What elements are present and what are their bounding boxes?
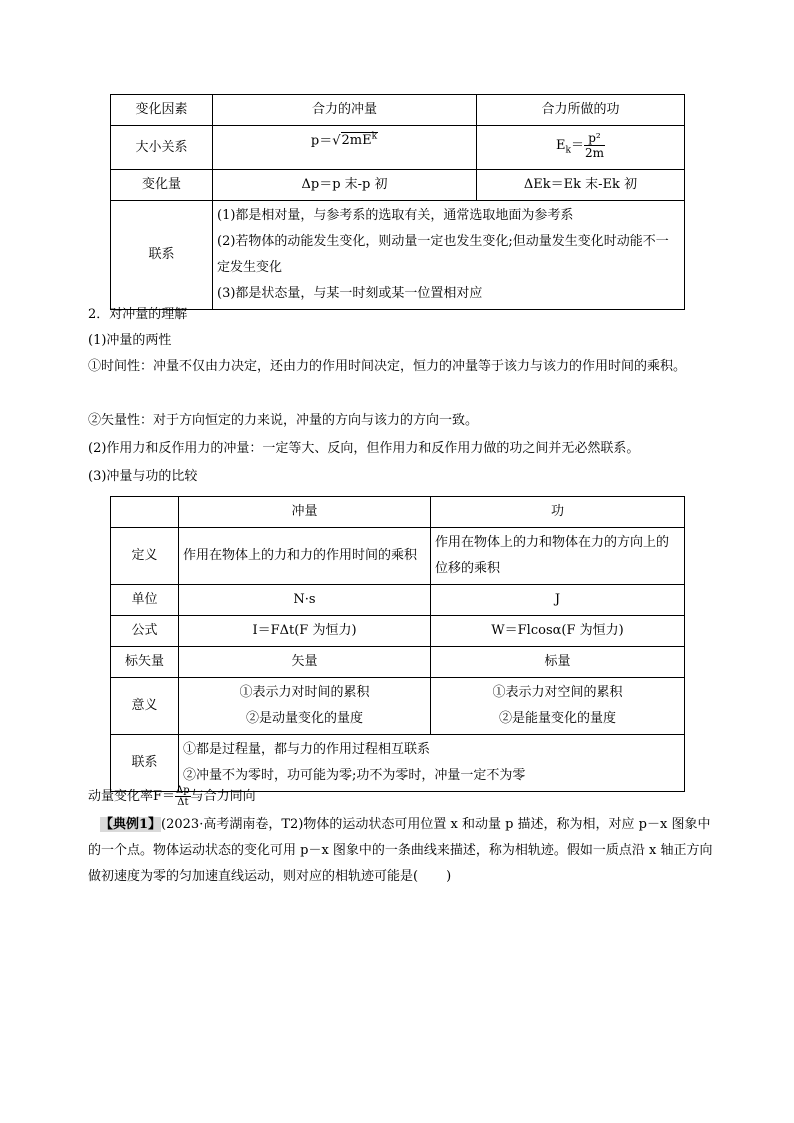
- table-row: [111, 201, 685, 310]
- row-label: 单位: [111, 585, 179, 616]
- table-row: [111, 170, 685, 201]
- impulse-cell: [179, 678, 431, 735]
- impulse-cell: N·s: [179, 585, 431, 616]
- paragraph: (2)作用力和反作用力的冲量：一定等大、反向，但作用力和反作用力做的功之间并无必然联系。: [88, 441, 640, 456]
- table-row: [111, 528, 685, 585]
- header-cell: 冲量: [179, 497, 431, 528]
- impulse-cell: I＝FΔt(F 为恒力): [179, 616, 431, 647]
- header-cell: 合力所做的功: [477, 95, 685, 126]
- table-row: [111, 126, 685, 170]
- header-cell: 合力的冲量: [213, 95, 477, 126]
- work-size-formula: [477, 126, 685, 170]
- example-tag: 【典例1】: [100, 817, 162, 832]
- meaning-line: ②是能量变化的量度: [498, 711, 616, 726]
- table-row: [111, 647, 685, 678]
- paragraph: ①时间性：冲量不仅由力决定，还由力的作用时间决定，恒力的冲量等于该力与该力的作用时间的乘积。: [88, 359, 687, 374]
- example-paragraph: [88, 812, 720, 890]
- row-label: 大小关系: [111, 126, 213, 170]
- link-line: ①都是过程量，都与力的作用过程相互联系: [183, 742, 431, 757]
- work-cell: J: [431, 585, 685, 616]
- sqrt-symbol: √: [332, 133, 341, 149]
- formula-sub: k: [565, 145, 571, 156]
- table-row: [111, 95, 685, 126]
- subheading: (1)冲量的两性: [88, 333, 172, 348]
- formula-prefix: E: [556, 138, 566, 154]
- comparison-table-impulse-work: [110, 496, 685, 792]
- formula-prefix: p＝: [310, 133, 333, 149]
- impulse-cell: 矢量: [179, 647, 431, 678]
- fraction: [584, 131, 605, 160]
- table-row: [111, 497, 685, 528]
- table-row: [111, 735, 685, 792]
- table-row: [111, 585, 685, 616]
- rate-suffix: 与合力同向: [190, 789, 256, 804]
- row-label: 公式: [111, 616, 179, 647]
- fraction-denominator: 2m: [584, 146, 604, 161]
- table-row: [111, 616, 685, 647]
- header-cell: 功: [431, 497, 685, 528]
- fraction-denominator: Δt: [177, 797, 189, 808]
- row-label: 联系: [111, 735, 179, 792]
- formula-eq: ＝: [570, 138, 584, 154]
- comparison-table-momentum-energy: [110, 94, 685, 310]
- link-cell: [179, 735, 685, 792]
- example-text: (2023·高考湖南卷，T2)物体的运动状态可用位置 x 和动量 p 描述，称为相，对应 p－x 图象中的一个点。物体运动状态的变化可用 p－x 图象中的一条曲线来描述，称为相轨迹。假如一质点沿 x 轴正方向做初速度为零的匀加速直线运动，则对应的相轨迹可能是(: [88, 817, 713, 884]
- link-line: (2)若物体的动能发生变化，则动量一定也发生变化;但动量发生变化时动能不一定发生变化: [217, 234, 669, 275]
- row-label: 意义: [111, 678, 179, 735]
- meaning-line: ②是动量变化的量度: [245, 711, 363, 726]
- subheading: (3)冲量与功的比较: [88, 469, 198, 484]
- link-cell: [213, 201, 685, 310]
- link-line: ②冲量不为零时，功可能为零;功不为零时，冲量一定不为零: [183, 768, 526, 783]
- table-row: [111, 678, 685, 735]
- fraction-numerator: Δp: [176, 785, 190, 796]
- work-cell: W＝Flcosα(F 为恒力): [431, 616, 685, 647]
- sqrt-sup: k: [371, 132, 378, 142]
- header-cell: 变化因素: [111, 95, 213, 126]
- row-label: 标矢量: [111, 647, 179, 678]
- row-label: 定义: [111, 528, 179, 585]
- work-change-formula: ΔEk＝Ek 末-Ek 初: [477, 170, 685, 201]
- work-cell: 作用在物体上的力和物体在力的方向上的位移的乘积: [431, 528, 685, 585]
- impulse-cell: 作用在物体上的力和力的作用时间的乘积: [179, 528, 431, 585]
- row-label: 联系: [111, 201, 213, 310]
- rate-prefix: 动量变化率F＝: [88, 789, 176, 804]
- sqrt-content: [341, 132, 379, 148]
- link-line: (1)都是相对量，与参考系的选取有关，通常选取地面为参考系: [217, 208, 574, 223]
- work-cell: 标量: [431, 647, 685, 678]
- meaning-line: ①表示力对空间的累积: [492, 685, 623, 700]
- example-close: ): [446, 869, 452, 884]
- impulse-size-formula: [213, 126, 477, 170]
- link-line: (3)都是状态量，与某一时刻或某一位置相对应: [217, 286, 483, 301]
- momentum-rate-line: [88, 784, 708, 810]
- fraction-numerator: p²: [584, 131, 605, 146]
- meaning-line: ①表示力对时间的累积: [239, 685, 370, 700]
- header-cell: [111, 497, 179, 528]
- sqrt-body: 2mE: [341, 133, 372, 149]
- fraction: [175, 785, 191, 808]
- work-cell: [431, 678, 685, 735]
- paragraph: ②矢量性：对于方向恒定的力来说，冲量的方向与该力的方向一致。: [88, 413, 479, 428]
- row-label: 变化量: [111, 170, 213, 201]
- impulse-change-formula: Δp＝p 末-p 初: [213, 170, 477, 201]
- section-heading: 2．对冲量的理解: [88, 307, 188, 322]
